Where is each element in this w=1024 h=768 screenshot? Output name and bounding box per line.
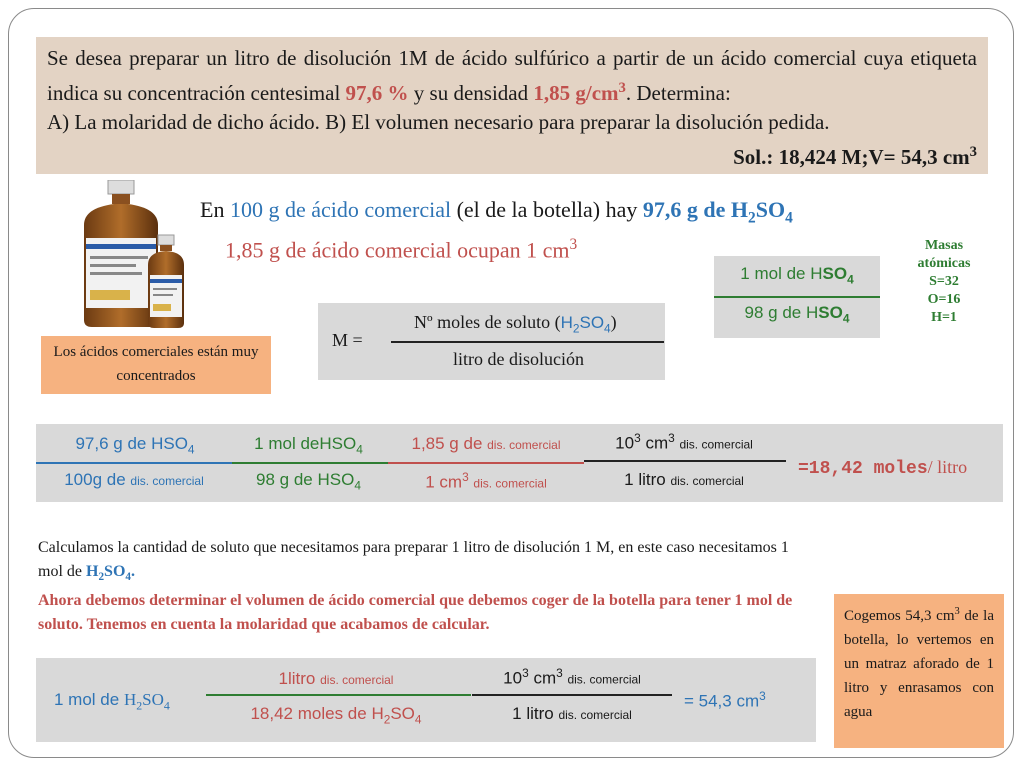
factor1-top: 97,6 g de $HSO_4$	[75, 434, 195, 457]
problem-text: Se desea preparar un litro de disolución 1M de ácido sulfúrico a partir de un ácido comercial cuya etiqueta indica su concentración centesimal	[47, 46, 977, 105]
molarity-symbol: M =	[332, 330, 363, 350]
factor2-bottom: 98 g de $HSO_4$	[256, 470, 361, 493]
calc2-factor2-bottom: 1 litro dis. comercial	[512, 704, 632, 723]
factor2-top: 1 mol deHSO$_4$	[254, 434, 363, 457]
molarity-result: =18,42 moles/ litro	[798, 457, 968, 479]
problem-statement	[36, 37, 988, 174]
problem-text-2: y su densidad	[408, 80, 534, 105]
molar-mass-bottom: 98 g de $HSO_4$	[744, 303, 850, 326]
concentration-value: 97,6 %	[345, 80, 409, 105]
factor4-top: $10^3$ $cm^3$ dis. comercial	[615, 431, 753, 453]
density-value: 1,85 $g/cm^3$	[533, 79, 626, 105]
fact-commercial-acid: En 100 g de ácido comercial (el de la botella) hay 97,6 g de $H_2SO_4$	[200, 197, 793, 227]
atomic-masses: Masas atómicas S=32 O=16 H=1	[917, 238, 971, 325]
molarity-numerator: Nº moles de soluto $(H_2SO_4)$	[414, 312, 617, 336]
molarity-denominator: litro de disolución	[453, 349, 584, 369]
molar-mass-box	[714, 256, 880, 338]
problem-questions: A) La molaridad de dicho ácido. B) El volumen necesario para preparar la disolución pedida.	[47, 110, 830, 134]
calc2-factor1-bottom: 18,42 moles de $H_2SO_4$	[250, 704, 422, 727]
molarity-calculation	[36, 424, 1003, 502]
explanation-paragraph: Calculamos la cantidad de soluto que necesitamos para preparar 1 litro de disolución 1 M, en este caso necesitamos 1 mol de $H_2SO_4$. Ahora debemos determinar el volumen de ácido comercial que debemos coger de la botella para tener 1 mol de soluto. Tenemos en cuenta la molaridad que acabamos de calcular.	[38, 539, 793, 634]
factor3-bottom: 1 $cm^3$ dis. comercial	[425, 470, 547, 492]
molarity-formula	[318, 303, 665, 380]
calc2-lead: 1 mol de $H_2SO_4$	[54, 690, 170, 713]
volume-calculation	[36, 658, 816, 742]
solution-line: Sol.: 18,424 M;V= 54,3 $cm^3$	[733, 143, 977, 169]
factor1-bottom: 100g de dis. comercial	[64, 470, 204, 489]
molar-mass-top: 1 mol de $HSO_4$	[740, 264, 854, 287]
calc2-factor1-top: 1litro dis. comercial	[278, 669, 394, 688]
volume-result: = 54,3 $cm^3$	[684, 689, 766, 711]
problem-text-3: . Determina:	[625, 80, 731, 105]
calc2-factor2-top: $10^3$ $cm^3$ dis. comercial	[503, 666, 641, 688]
factor4-bottom: 1 litro dis. comercial	[624, 470, 744, 489]
image-caption: Los ácidos comerciales están muy concentrados	[41, 336, 271, 394]
factor3-top: 1,85 g de dis. comercial	[411, 434, 561, 453]
procedure-note: Cogemos 54,3 $cm^3$ de la botella, lo vertemos en un matraz aforado de 1 litro y enrasamos con agua	[834, 594, 1004, 748]
fact-density: 1,85 g de ácido comercial ocupan 1 $cm^3$	[225, 236, 578, 263]
